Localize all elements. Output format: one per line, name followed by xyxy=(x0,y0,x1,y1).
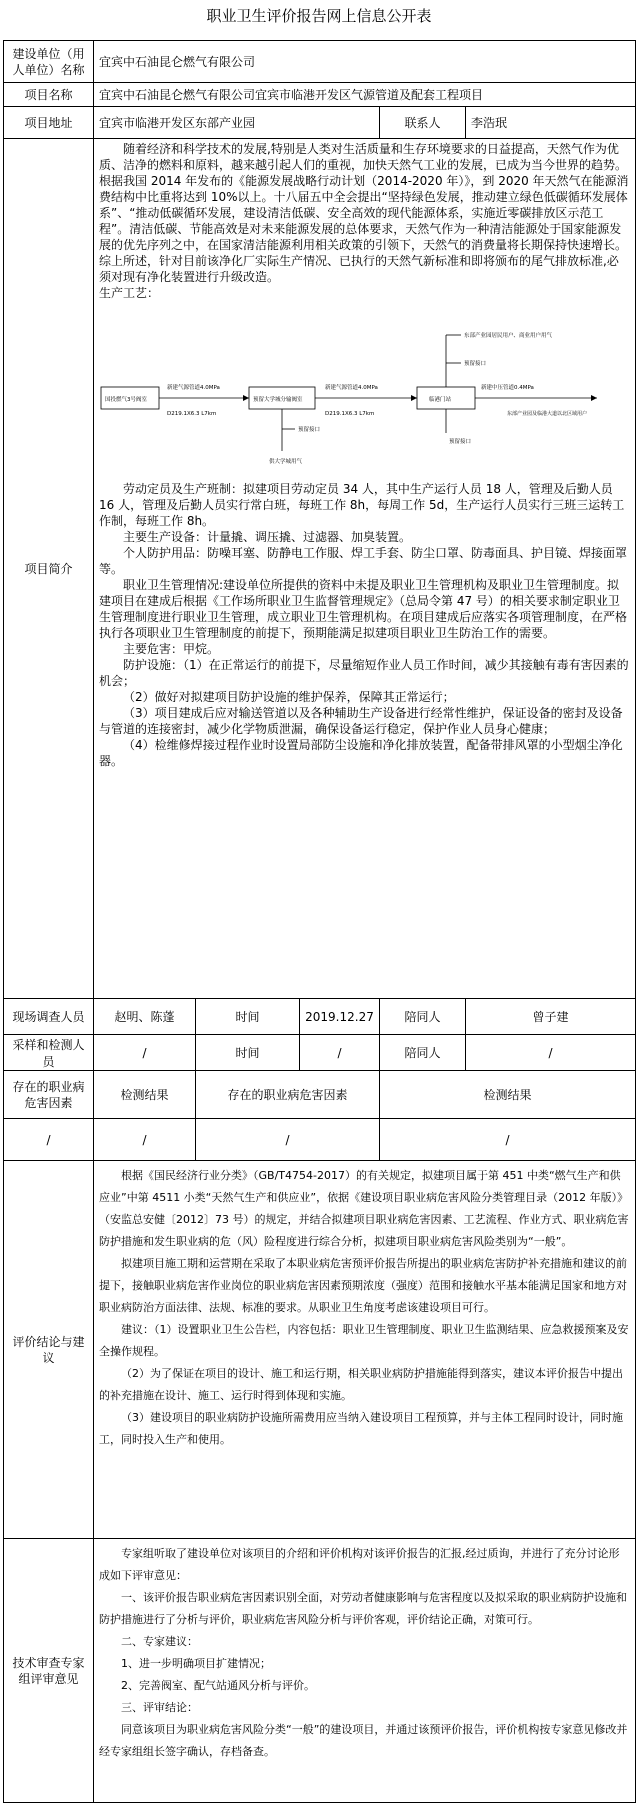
review-paragraph: 二、专家建议： xyxy=(121,1635,198,1648)
intro-paragraph: 职业卫生管理情况:建设单位所提供的资料中未提及职业卫生管理机构及职业卫生管理制度。拟建项目在建成后根据《工作场所职业卫生监督管理规定》（总局令第 47 号）的相关要求制定职业卫生管理制度进行职业卫生管理，成立职业卫生管理机构。在项目建成后应落实各项管理制度，在严格执行各项职业卫生管理制度的前提下，预期能满足拟建项目职业卫生防治工作的需要。 xyxy=(99,578,628,640)
contact-value: 李浩珉 xyxy=(466,107,636,139)
disclosure-table xyxy=(3,40,636,1803)
intro-content xyxy=(94,139,636,999)
survey-time: 2019.12.27 xyxy=(300,999,380,1035)
flow-pipe1-label: D219.1X6.3 L7km xyxy=(167,411,217,417)
intro-paragraph: （3）项目建成后应对输送管道以及各种辅助生产设备进行经常性维护，保证设备的密封及设备与管道的连接密封，减少化学物质泄漏，确保设备运行稳定，保护作业人员身心健康； xyxy=(99,706,623,736)
survey-time-label: 时间 xyxy=(196,999,300,1035)
flow-dest: 东部产业园及临港大道以北区域用户 xyxy=(507,411,588,417)
arrow-icon xyxy=(591,395,597,401)
project-label: 项目名称 xyxy=(4,83,94,107)
flow-reserve3: 预留接口 xyxy=(298,427,321,433)
hazard-header-row xyxy=(4,1071,636,1119)
flow-reserve1: 预留接口 xyxy=(464,361,487,367)
sampling-accompany-label: 陪同人 xyxy=(380,1035,466,1071)
flow-users: 东部产业园居民用户、商业用户用气 xyxy=(464,333,553,339)
intro-paragraph: 主要危害：甲烷。 xyxy=(123,642,220,656)
hazard-header: 存在的职业病危害因素 xyxy=(196,1071,380,1119)
intro-paragraph: （2）做好对拟建项目防护设施的维护保养，保障其正常运行； xyxy=(123,690,455,704)
flow-station: 预留大学城分输阀室 xyxy=(253,397,303,403)
sampling-accompany: / xyxy=(466,1035,636,1071)
sampling-label: 采样和检测人员 xyxy=(4,1035,94,1071)
intro-paragraph: 劳动定员及生产班制：拟建项目劳动定员 34 人，其中生产运行人员 18 人，管理及后勤人员 16 人，管理及后勤人员实行常白班，每班工作 8h，每周工作 5d，生产运行人员实行三班三运转工作制，每班工作 8h。 xyxy=(99,482,625,528)
hazard-value: / xyxy=(196,1119,380,1161)
unit-row xyxy=(4,41,636,83)
unit-label: 建设单位（用人单位）名称 xyxy=(4,41,94,83)
sampling-time: / xyxy=(300,1035,380,1071)
intro-paragraph: 主要生产设备：计量撬、调压撬、过滤器、加臭装置。 xyxy=(123,530,412,544)
sampling-time-label: 时间 xyxy=(196,1035,300,1071)
flow-gate: 临港门站 xyxy=(429,397,452,403)
hazard-value: / xyxy=(94,1119,196,1161)
hazard-header: 检测结果 xyxy=(380,1071,636,1119)
conclusion-content xyxy=(94,1161,636,1539)
address-label: 项目地址 xyxy=(4,107,94,139)
hazard-header: 检测结果 xyxy=(94,1071,196,1119)
flow-reserve2: 预留接口 xyxy=(449,439,472,445)
arrow-icon xyxy=(411,395,417,401)
flow-source: 国投燃气3号阀室 xyxy=(105,397,147,403)
hazard-value: / xyxy=(380,1119,636,1161)
review-label: 技术审查专家组评审意见 xyxy=(4,1539,94,1803)
review-paragraph: 三、评审结论： xyxy=(121,1701,198,1714)
sampling-people: / xyxy=(94,1035,196,1071)
flow-line3-label: 新建中压管道0.4MPa xyxy=(481,385,534,391)
review-row xyxy=(4,1539,636,1803)
hazard-header: 存在的职业病危害因素 xyxy=(4,1071,94,1119)
conclusion-label: 评价结论与建议 xyxy=(4,1161,94,1539)
review-paragraph: 2、完善阀室、配气站通风分析与评价。 xyxy=(121,1679,315,1692)
address-row xyxy=(4,107,636,139)
project-value: 宜宾中石油昆仑燃气有限公司宜宾市临港开发区气源管道及配套工程项目 xyxy=(94,83,636,107)
project-row xyxy=(4,83,636,107)
address-value: 宜宾市临港开发区东部产业园 xyxy=(94,107,380,139)
conclusion-paragraph: 拟建项目施工期和运营期在采取了本职业病危害预评价报告所提出的职业病危害防护补充措施和建议的前提下，接触职业病危害作业岗位的职业病危害因素预期浓度（强度）范围和接触水平基本能满足国家和地方对职业病防治方面法律、法规、标准的要求。从职业卫生角度考虑该建设项目可行。 xyxy=(99,1257,627,1314)
hazard-value-row xyxy=(4,1119,636,1161)
survey-people: 赵明、陈蓬 xyxy=(94,999,196,1035)
conclusion-paragraph: 根据《国民经济行业分类》（GB/T4754-2017）的有关规定，拟建项目属于第 451 中类“燃气生产和供应业”中第 4511 小类“天然气生产和供应业”，依据《建设项目职业病危害风险分类管理目录（2012 年版）》（安监总安健〔2012〕73 号）的规定，并结合拟建项目职业病危害因素、工艺流程、作业方式、职业病危害防护措施和发生职业病的危（风）险程度进行综合分析，拟建项目职业病危害风险类别为“一般”。 xyxy=(99,1169,629,1248)
survey-row xyxy=(4,999,636,1035)
review-paragraph: 专家组听取了建设单位对该项目的介绍和评价机构对该评价报告的汇报,经过质询，并进行了充分讨论形成如下评审意见： xyxy=(99,1547,620,1582)
process-flow-diagram xyxy=(99,305,614,475)
intro-paragraph: 个人防护用品：防噪耳塞、防静电工作服、焊工手套、防尘口罩、防毒面具、护目镜、焊接面罩等。 xyxy=(99,546,628,576)
conclusion-paragraph: （2）为了保证在项目的设计、施工和运行期，相关职业病防护措施能得到落实，建议本评价报告中提出的补充措施在设计、施工、运行时得到体现和实施。 xyxy=(99,1367,623,1402)
conclusion-row xyxy=(4,1161,636,1539)
sampling-row xyxy=(4,1035,636,1071)
intro-paragraph: （4）检维修焊接过程作业时设置局部防尘设施和净化排放装置，配备带排风罩的小型烟尘净化器。 xyxy=(99,738,623,768)
arrow-icon xyxy=(243,395,249,401)
flow-line2-label: 新建气源管道4.0MPa xyxy=(325,385,378,391)
contact-label: 联系人 xyxy=(380,107,466,139)
flow-supply: 供大学城用气 xyxy=(269,459,303,465)
intro-row xyxy=(4,139,636,999)
intro-label: 项目简介 xyxy=(4,139,94,999)
process-label: 生产工艺： xyxy=(99,286,160,300)
survey-accompany-label: 陪同人 xyxy=(380,999,466,1035)
page-title: 职业卫生评价报告网上信息公开表 xyxy=(206,7,432,25)
hazard-value: / xyxy=(4,1119,94,1161)
unit-value: 宜宾中石油昆仑燃气有限公司 xyxy=(94,41,636,83)
review-content xyxy=(94,1539,636,1803)
conclusion-paragraph: （3）建设项目的职业病防护设施所需费用应当纳入建设项目工程预算，并与主体工程同时设计，同时施工，同时投入生产和使用。 xyxy=(99,1411,623,1446)
survey-accompany: 曾子建 xyxy=(466,999,636,1035)
conclusion-paragraph: 建议：（1）设置职业卫生公告栏，内容包括：职业卫生管理制度、职业卫生监测结果、应急救援预案及安全操作规程。 xyxy=(99,1323,629,1358)
survey-label: 现场调查人员 xyxy=(4,999,94,1035)
flow-line1-label: 新建气源管道4.0MPa xyxy=(167,385,220,391)
flow-pipe2-label: D219.1X6.3 L7km xyxy=(325,411,375,417)
review-paragraph: 1、进一步明确项目扩建情况； xyxy=(121,1657,271,1670)
intro-paragraph: 随着经济和科学技术的发展,特别是人类对生活质量和生存环境要求的日益提高，天然气作为优质、洁净的燃料和原料，越来越引起人们的重视，加快天然气工业的发展，已成为当今世界的趋势。根据我国 2014 年发布的《能源发展战略行动计划（2014-2020 年）》，到 2020 年天然气在能源消费结构中比重将达到 10%以上。十八届五中全会提出“坚持绿色发展，推动建立绿色低碳循环发展体系”、“推动低碳循环发展，建设清洁低碳、安全高效的现代能源体系，实施近零碳排放区示范工程”。清洁低碳、节能高效是对未来能源发展的总体要求，天然气作为一种清洁能源处于国家能源发展的优先序列之中，在国家清洁能源利用相关政策的引领下，天然气的消费量将长期保持快速增长。综上所述，针对目前该净化厂实际生产情况、已执行的天然气新标准和即将颁布的尾气排放标准,必须对现有净化装置进行升级改造。 xyxy=(99,142,629,284)
review-paragraph: 同意该项目为职业病危害风险分类“一般”的建设项目，并通过该预评价报告，评价机构按专家意见修改并经专家组组长签字确认，存档备查。 xyxy=(99,1723,628,1758)
review-paragraph: 一、该评价报告职业病危害因素识别全面，对劳动者健康影响与危害程度以及拟采取的职业病防护设施和防护措施进行了分析与评价，职业病危害风险分析与评价客观，评价结论正确，对策可行。 xyxy=(99,1591,627,1626)
intro-paragraph: 防护设施：（1）在正常运行的前提下，尽量缩短作业人员工作时间，减少其接触有毒有害因素的机会； xyxy=(99,658,629,688)
